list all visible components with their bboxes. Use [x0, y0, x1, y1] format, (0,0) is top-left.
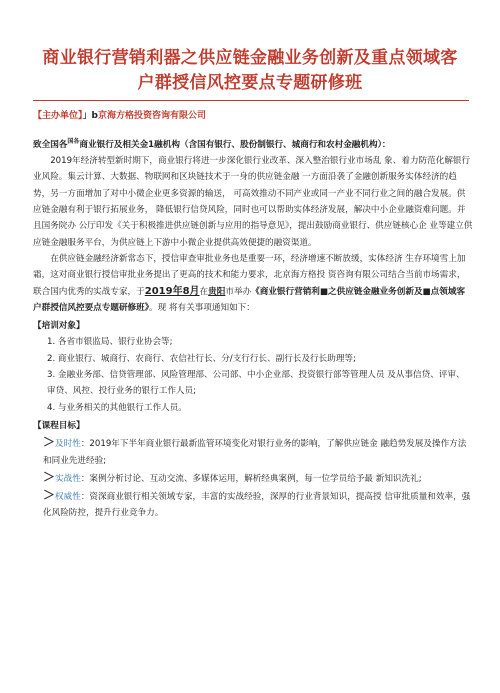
- paragraph-2: [33, 251, 473, 316]
- course-name: 《商业银行营销利■之供应链金融业务创新及■点领域客户群授信风控要点专题研修班》: [33, 286, 466, 313]
- greeting-prefix: 致全国各: [33, 139, 68, 150]
- training-target-item: 2. 商业银行、城商行、农商行、农信社行长、分/支行行长、副行长及行长助理等;: [47, 353, 356, 364]
- arrow-icon: ＞: [43, 435, 56, 450]
- course-goal-item: [33, 469, 473, 487]
- course-goal-item: [33, 487, 473, 522]
- training-target-item: 4. 与业务相关的其他银行工作人员。: [47, 402, 187, 413]
- goal-sep: ：: [80, 473, 90, 484]
- organizer-name: 京海方格投资咨询有限公司: [97, 111, 206, 121]
- paragraph-1: 2019年经济转型新时期下，商业银行将进一步深化银行业改革、深入整治银行业市场乱 象、着力防范化解银行业风险。集云计算、大数据、物联网和区块链技术于一身的供应链金融 一方面沿袭了金融创新服务实体经济的趋势，另一方面增加了对中小微企业更多资源的输送， 可高效推动不同产业或同一产业不同行业之间的融合发展。供应链金融有利于银行拓展业务， 降低银行信贷风险，同时也可以帮助实体经济发展，解决中小企业融资难问题。并且国务院办 公厅印发《关于积极推进供应链创新与应用的指导意见》，提出鼓励商业银行、供应链核心企 业等建立供应链金融服务平台，为供应链上下游中小微企业提供高效便捷的融资渠道。: [33, 156, 473, 248]
- goal-text: 资深商业银行相关领域专家，丰富的实战经验，深厚的行业背景知识，提高授 信审批质量和效率，强化风险防控，提升行业竞争力。: [43, 492, 471, 519]
- event-city: 贵阳: [208, 286, 226, 297]
- training-targets-heading: 【培训对象】: [33, 321, 85, 332]
- document-body: [33, 134, 473, 522]
- organizer-separator: 」b: [82, 111, 98, 121]
- arrow-icon: ＞: [43, 469, 56, 484]
- course-goals-heading: 【课程目标】: [33, 420, 85, 431]
- organizer-line: [33, 110, 206, 123]
- goal-text: 2019年下半年商业银行最新监管环境变化对银行业务的影响，了解供应链金 融趋势发展及操作方法和同业先进经验;: [43, 439, 467, 466]
- greeting-note: （含国有银行、股份制银行、城商行和农村金融机构）：: [179, 139, 391, 150]
- goal-keyword: 实战性: [55, 473, 81, 484]
- goal-text: 案例分析讨论、互动交流、多媒体运用，解析经典案例，每一位学员给予最 新知识洗礼;: [89, 473, 422, 484]
- document-title: [40, 46, 460, 96]
- goal-sep: ：: [80, 492, 90, 503]
- title-divider: [33, 100, 469, 101]
- event-date: 2019年8月: [144, 285, 200, 297]
- title-line-2: 户群授信风控要点专题研修班: [137, 73, 363, 93]
- training-target-item: 3. 金融业务部、信贷管理部、风险管理部、公司部、中小企业部、投资银行部等管理人员 及从事信贷、评审、审贷、风控、投行业务的银行工作人员;: [47, 370, 465, 397]
- paragraph-2-end: 。现 将有关事项通知如下：: [149, 302, 255, 313]
- paragraph-2-mid2: 市举办: [225, 286, 252, 297]
- goal-keyword: 及时性: [55, 439, 81, 450]
- paragraph-2-mid: 在: [199, 286, 209, 297]
- arrow-icon: ＞: [43, 488, 56, 503]
- paragraph-2-pre: 在供应链金融经济新常态下，授信审查审批业务也是重要一环，经济增速不断放缓，实体经济 生存环境雪上加霜，这对商业银行授信审批业务提出了更高的技术和能力要求，北京海方格投 资咨询有限公司结合当前市场需求，联合国内优秀的实战专家，于: [33, 253, 466, 297]
- goal-sep: ：: [80, 439, 90, 450]
- course-goal-item: [33, 434, 473, 469]
- greeting-line: [33, 134, 473, 153]
- greeting-small: 国各: [67, 138, 80, 145]
- title-line-1: 商业银行营销利器之供应链金融业务创新及重点领域客: [42, 48, 458, 68]
- organizer-label: 【主办单位】: [33, 111, 83, 121]
- goal-keyword: 权威性: [55, 492, 81, 503]
- greeting-main: 商业银行及相关金1融机构: [79, 139, 180, 150]
- training-target-item: 1. 各省市银监局、银行业协会等;: [47, 337, 173, 348]
